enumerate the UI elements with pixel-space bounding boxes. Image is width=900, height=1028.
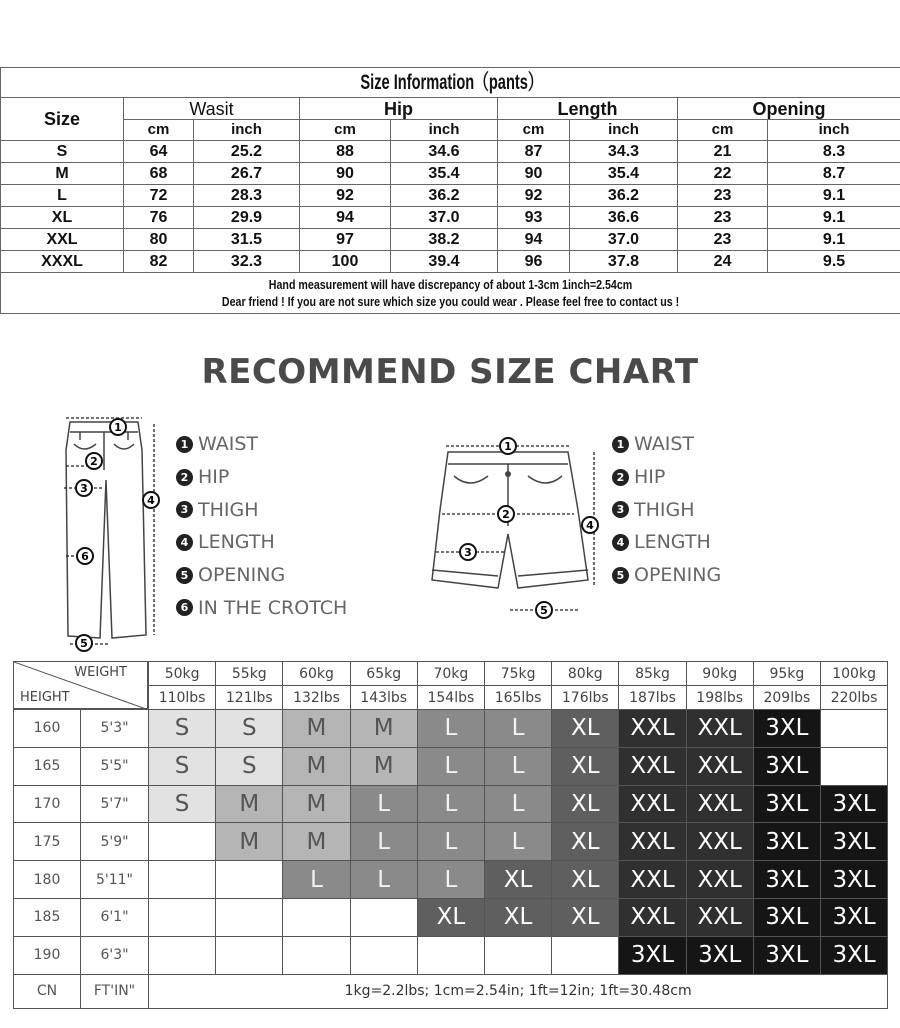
- weight-lbs-header: 154lbs: [417, 685, 485, 710]
- size-cell: XL: [551, 822, 619, 861]
- weight-kg-header: 60kg: [282, 661, 350, 686]
- size-cell: L: [350, 860, 418, 899]
- hip-group-header: Hip: [300, 98, 498, 120]
- height-cm-cell: 160: [13, 709, 81, 748]
- size-table-title: Size Information（pants）: [68, 68, 833, 98]
- weight-kg-header: 95kg: [753, 661, 821, 686]
- size-cell: [215, 860, 283, 899]
- legend-item: [176, 526, 347, 559]
- svg-text:3: 3: [80, 482, 88, 495]
- measurement-cell: 90: [498, 163, 570, 185]
- size-cell: XL: [551, 709, 619, 748]
- measurement-cell: 88: [300, 141, 391, 163]
- legend-label: THIGH: [198, 498, 259, 521]
- header-corner-cell: [13, 661, 148, 709]
- number-badge: 4: [176, 534, 193, 551]
- measurement-cell: 23: [678, 229, 768, 251]
- measurement-cell: 9.5: [768, 251, 900, 273]
- measurement-cell: 76: [124, 207, 194, 229]
- pants-measurement-diagram: [50, 410, 170, 655]
- size-cell: XL: [551, 860, 619, 899]
- table-row: [1, 163, 900, 185]
- measurement-cell: 100: [300, 251, 391, 273]
- height-cm-cell: 170: [13, 785, 81, 824]
- size-name-cell: XXL: [1, 229, 124, 251]
- unit-header: inch: [768, 120, 900, 141]
- size-cell: XXL: [686, 822, 754, 861]
- size-cell: XXL: [686, 785, 754, 824]
- measurement-cell: 31.5: [194, 229, 300, 251]
- size-information-table: [0, 67, 900, 314]
- legend-item: [176, 591, 347, 624]
- number-badge: 6: [176, 599, 193, 616]
- measurement-cell: 68: [124, 163, 194, 185]
- unit-header: cm: [300, 120, 391, 141]
- waist-group-header: Wasit: [124, 98, 300, 120]
- height-ft-cell: 5'11": [80, 860, 149, 899]
- measurement-cell: 22: [678, 163, 768, 185]
- measurement-cell: 8.7: [768, 163, 900, 185]
- measurement-cell: 37.0: [570, 229, 678, 251]
- table-row: [1, 229, 900, 251]
- size-cell: 3XL: [820, 860, 888, 899]
- measurement-cell: 36.2: [391, 185, 498, 207]
- legend-label: WAIST: [634, 433, 695, 456]
- weight-lbs-header: 121lbs: [215, 685, 283, 710]
- measurement-cell: 25.2: [194, 141, 300, 163]
- measurement-cell: 35.4: [570, 163, 678, 185]
- measurement-cell: 87: [498, 141, 570, 163]
- size-cell: L: [484, 785, 552, 824]
- weight-label: WEIGHT: [74, 665, 127, 680]
- weight-kg-header: 75kg: [484, 661, 552, 686]
- size-cell: [148, 936, 216, 975]
- measurement-cell: 82: [124, 251, 194, 273]
- size-cell: M: [282, 822, 350, 861]
- size-cell: M: [215, 785, 283, 824]
- measurement-cell: 92: [498, 185, 570, 207]
- size-cell: L: [484, 822, 552, 861]
- measurement-cell: 80: [124, 229, 194, 251]
- size-cell: [484, 936, 552, 975]
- number-badge: 3: [612, 501, 629, 518]
- size-cell: XXL: [686, 709, 754, 748]
- measurement-cell: 24: [678, 251, 768, 273]
- weight-lbs-header: 187lbs: [618, 685, 686, 710]
- weight-lbs-header: 143lbs: [350, 685, 418, 710]
- measurement-cell: 94: [300, 207, 391, 229]
- size-cell: M: [282, 785, 350, 824]
- shorts-legend: [612, 428, 721, 591]
- size-cell: 3XL: [753, 936, 821, 975]
- weight-lbs-header: 132lbs: [282, 685, 350, 710]
- number-badge: 3: [176, 501, 193, 518]
- size-name-cell: L: [1, 185, 124, 207]
- weight-kg-header: 100kg: [820, 661, 888, 686]
- size-name-cell: M: [1, 163, 124, 185]
- svg-text:5: 5: [80, 637, 88, 650]
- weight-kg-header: 85kg: [618, 661, 686, 686]
- svg-text:4: 4: [147, 494, 155, 507]
- legend-item: [612, 428, 721, 461]
- measurement-cell: 34.3: [570, 141, 678, 163]
- svg-text:2: 2: [502, 508, 510, 521]
- recommend-size-chart-title: RECOMMEND SIZE CHART: [201, 352, 699, 392]
- size-cell: [417, 936, 485, 975]
- weight-lbs-header: 220lbs: [820, 685, 888, 710]
- legend-item: [176, 559, 347, 592]
- footer-ft-cell: FT'IN": [80, 974, 149, 1009]
- measurement-cell: 23: [678, 207, 768, 229]
- measurement-cell: 34.6: [391, 141, 498, 163]
- size-cell: [148, 860, 216, 899]
- height-cm-cell: 185: [13, 898, 81, 937]
- length-group-header: Length: [498, 98, 678, 120]
- size-cell: 3XL: [753, 785, 821, 824]
- size-cell: XL: [484, 860, 552, 899]
- size-cell: M: [350, 747, 418, 786]
- legend-label: LENGTH: [634, 531, 711, 554]
- height-cm-cell: 190: [13, 936, 81, 975]
- size-cell: XXL: [686, 860, 754, 899]
- measurement-cell: 23: [678, 185, 768, 207]
- pants-markers: [76, 419, 159, 651]
- size-cell: 3XL: [686, 936, 754, 975]
- number-badge: 5: [612, 567, 629, 584]
- size-cell: XXL: [686, 898, 754, 937]
- svg-text:4: 4: [586, 519, 594, 532]
- svg-text:1: 1: [504, 440, 512, 453]
- measurement-cell: 28.3: [194, 185, 300, 207]
- size-cell: S: [215, 709, 283, 748]
- size-cell: L: [417, 747, 485, 786]
- legend-label: OPENING: [634, 564, 722, 587]
- size-cell: S: [148, 747, 216, 786]
- size-cell: M: [282, 747, 350, 786]
- weight-kg-header: 90kg: [686, 661, 754, 686]
- legend-label: HIP: [634, 466, 666, 489]
- size-cell: 3XL: [820, 898, 888, 937]
- number-badge: 2: [612, 469, 629, 486]
- size-cell: XXL: [618, 747, 686, 786]
- size-cell: XXL: [618, 860, 686, 899]
- size-cell: [215, 898, 283, 937]
- weight-lbs-header: 176lbs: [551, 685, 619, 710]
- size-cell: 3XL: [753, 860, 821, 899]
- size-cell: [148, 898, 216, 937]
- size-cell: XXL: [618, 709, 686, 748]
- measurement-cell: 94: [498, 229, 570, 251]
- size-cell: L: [282, 860, 350, 899]
- weight-kg-header: 65kg: [350, 661, 418, 686]
- svg-text:6: 6: [81, 550, 89, 563]
- height-ft-cell: 5'5": [80, 747, 149, 786]
- height-ft-cell: 5'7": [80, 785, 149, 824]
- legend-item: [176, 493, 347, 526]
- contact-note: Dear friend ! If you are not sure which size you could wear . Please feel free to contact us !: [221, 294, 680, 309]
- weight-kg-header: 50kg: [148, 661, 216, 686]
- size-cell: [215, 936, 283, 975]
- size-cell: L: [417, 709, 485, 748]
- size-name-cell: S: [1, 141, 124, 163]
- svg-text:3: 3: [464, 546, 472, 559]
- measurement-cell: 90: [300, 163, 391, 185]
- pants-legend: [176, 428, 347, 624]
- measurement-cell: 96: [498, 251, 570, 273]
- size-cell: 3XL: [820, 822, 888, 861]
- number-badge: 2: [176, 469, 193, 486]
- size-cell: XL: [551, 898, 619, 937]
- measurement-cell: 9.1: [768, 207, 900, 229]
- unit-header: cm: [678, 120, 768, 141]
- measurement-cell: 21: [678, 141, 768, 163]
- legend-label: THIGH: [634, 498, 695, 521]
- measurement-cell: 9.1: [768, 185, 900, 207]
- measurement-cell: 36.6: [570, 207, 678, 229]
- size-cell: M: [215, 822, 283, 861]
- unit-header: inch: [194, 120, 300, 141]
- weight-lbs-header: 165lbs: [484, 685, 552, 710]
- measurement-cell: 32.3: [194, 251, 300, 273]
- size-cell: S: [148, 709, 216, 748]
- size-cell: XL: [417, 898, 485, 937]
- size-cell: XL: [551, 785, 619, 824]
- svg-text:5: 5: [540, 604, 548, 617]
- number-badge: 5: [176, 567, 193, 584]
- size-cell: [820, 709, 888, 748]
- height-cm-cell: 180: [13, 860, 81, 899]
- size-cell: [148, 822, 216, 861]
- legend-label: WAIST: [198, 433, 259, 456]
- unit-header: inch: [391, 120, 498, 141]
- measurement-cell: 93: [498, 207, 570, 229]
- size-cell: XL: [484, 898, 552, 937]
- size-cell: L: [484, 747, 552, 786]
- size-cell: L: [417, 822, 485, 861]
- size-cell: 3XL: [753, 747, 821, 786]
- unit-header: cm: [498, 120, 570, 141]
- table-row: [1, 251, 900, 273]
- legend-label: OPENING: [198, 564, 286, 587]
- legend-label: LENGTH: [198, 531, 275, 554]
- height-ft-cell: 6'1": [80, 898, 149, 937]
- legend-item: [612, 493, 721, 526]
- size-cell: 3XL: [753, 709, 821, 748]
- measurement-note: [1, 273, 900, 314]
- measurement-cell: 36.2: [570, 185, 678, 207]
- measurement-cell: 35.4: [391, 163, 498, 185]
- measurement-discrepancy-note: Hand measurement will have discrepancy of about 1-3cm 1inch=2.54cm: [268, 277, 633, 292]
- height-ft-cell: 5'3": [80, 709, 149, 748]
- size-cell: [551, 936, 619, 975]
- size-cell: S: [148, 785, 216, 824]
- measurement-cell: 97: [300, 229, 391, 251]
- size-cell: XXL: [618, 898, 686, 937]
- size-cell: L: [350, 785, 418, 824]
- size-name-cell: XXXL: [1, 251, 124, 273]
- legend-item: [612, 526, 721, 559]
- size-cell: 3XL: [820, 936, 888, 975]
- legend-label: IN THE CROTCH: [198, 596, 348, 619]
- table-row: [1, 141, 900, 163]
- legend-item: [612, 559, 721, 592]
- opening-group-header: Opening: [678, 98, 900, 120]
- size-cell: 3XL: [618, 936, 686, 975]
- conversion-note: 1kg=2.2lbs; 1cm=2.54in; 1ft=12in; 1ft=30.48cm: [148, 974, 888, 1009]
- size-cell: L: [350, 822, 418, 861]
- size-cell: M: [350, 709, 418, 748]
- height-cm-cell: 165: [13, 747, 81, 786]
- size-cell: L: [417, 860, 485, 899]
- size-cell: M: [282, 709, 350, 748]
- svg-text:2: 2: [90, 455, 98, 468]
- weight-lbs-header: 198lbs: [686, 685, 754, 710]
- height-ft-cell: 5'9": [80, 822, 149, 861]
- weight-kg-header: 55kg: [215, 661, 283, 686]
- number-badge: 4: [612, 534, 629, 551]
- measurement-cell: 64: [124, 141, 194, 163]
- size-cell: 3XL: [820, 785, 888, 824]
- measurement-cell: 37.8: [570, 251, 678, 273]
- legend-item: [176, 461, 347, 494]
- shorts-measurement-diagram: [410, 430, 605, 620]
- size-cell: L: [417, 785, 485, 824]
- measurement-cell: 38.2: [391, 229, 498, 251]
- size-cell: [820, 747, 888, 786]
- size-cell: XXL: [686, 747, 754, 786]
- height-ft-cell: 6'3": [80, 936, 149, 975]
- number-badge: 1: [176, 436, 193, 453]
- measurement-cell: 26.7: [194, 163, 300, 185]
- size-column-header: Size: [1, 98, 124, 141]
- weight-kg-header: 70kg: [417, 661, 485, 686]
- measurement-cell: 39.4: [391, 251, 498, 273]
- unit-header: inch: [570, 120, 678, 141]
- unit-header: cm: [124, 120, 194, 141]
- legend-item: [176, 428, 347, 461]
- measurement-cell: 8.3: [768, 141, 900, 163]
- height-cm-cell: 175: [13, 822, 81, 861]
- size-cell: XXL: [618, 785, 686, 824]
- number-badge: 1: [612, 436, 629, 453]
- measurement-cell: 9.1: [768, 229, 900, 251]
- size-cell: XL: [551, 747, 619, 786]
- height-label: HEIGHT: [20, 690, 70, 705]
- shorts-markers: [460, 438, 598, 618]
- size-cell: XXL: [618, 822, 686, 861]
- measurement-cell: 29.9: [194, 207, 300, 229]
- legend-label: HIP: [198, 466, 230, 489]
- measurement-cell: 92: [300, 185, 391, 207]
- size-cell: [282, 936, 350, 975]
- footer-cn-cell: CN: [13, 974, 81, 1009]
- size-name-cell: XL: [1, 207, 124, 229]
- table-row: [1, 185, 900, 207]
- measurement-cell: 37.0: [391, 207, 498, 229]
- measurement-cell: 72: [124, 185, 194, 207]
- size-cell: S: [215, 747, 283, 786]
- weight-lbs-header: 209lbs: [753, 685, 821, 710]
- weight-kg-header: 80kg: [551, 661, 619, 686]
- size-cell: [350, 898, 418, 937]
- svg-text:1: 1: [114, 421, 122, 434]
- weight-lbs-header: 110lbs: [148, 685, 216, 710]
- size-cell: [282, 898, 350, 937]
- size-cell: L: [484, 709, 552, 748]
- size-cell: [350, 936, 418, 975]
- size-cell: 3XL: [753, 822, 821, 861]
- legend-item: [612, 461, 721, 494]
- table-row: [1, 207, 900, 229]
- size-cell: 3XL: [753, 898, 821, 937]
